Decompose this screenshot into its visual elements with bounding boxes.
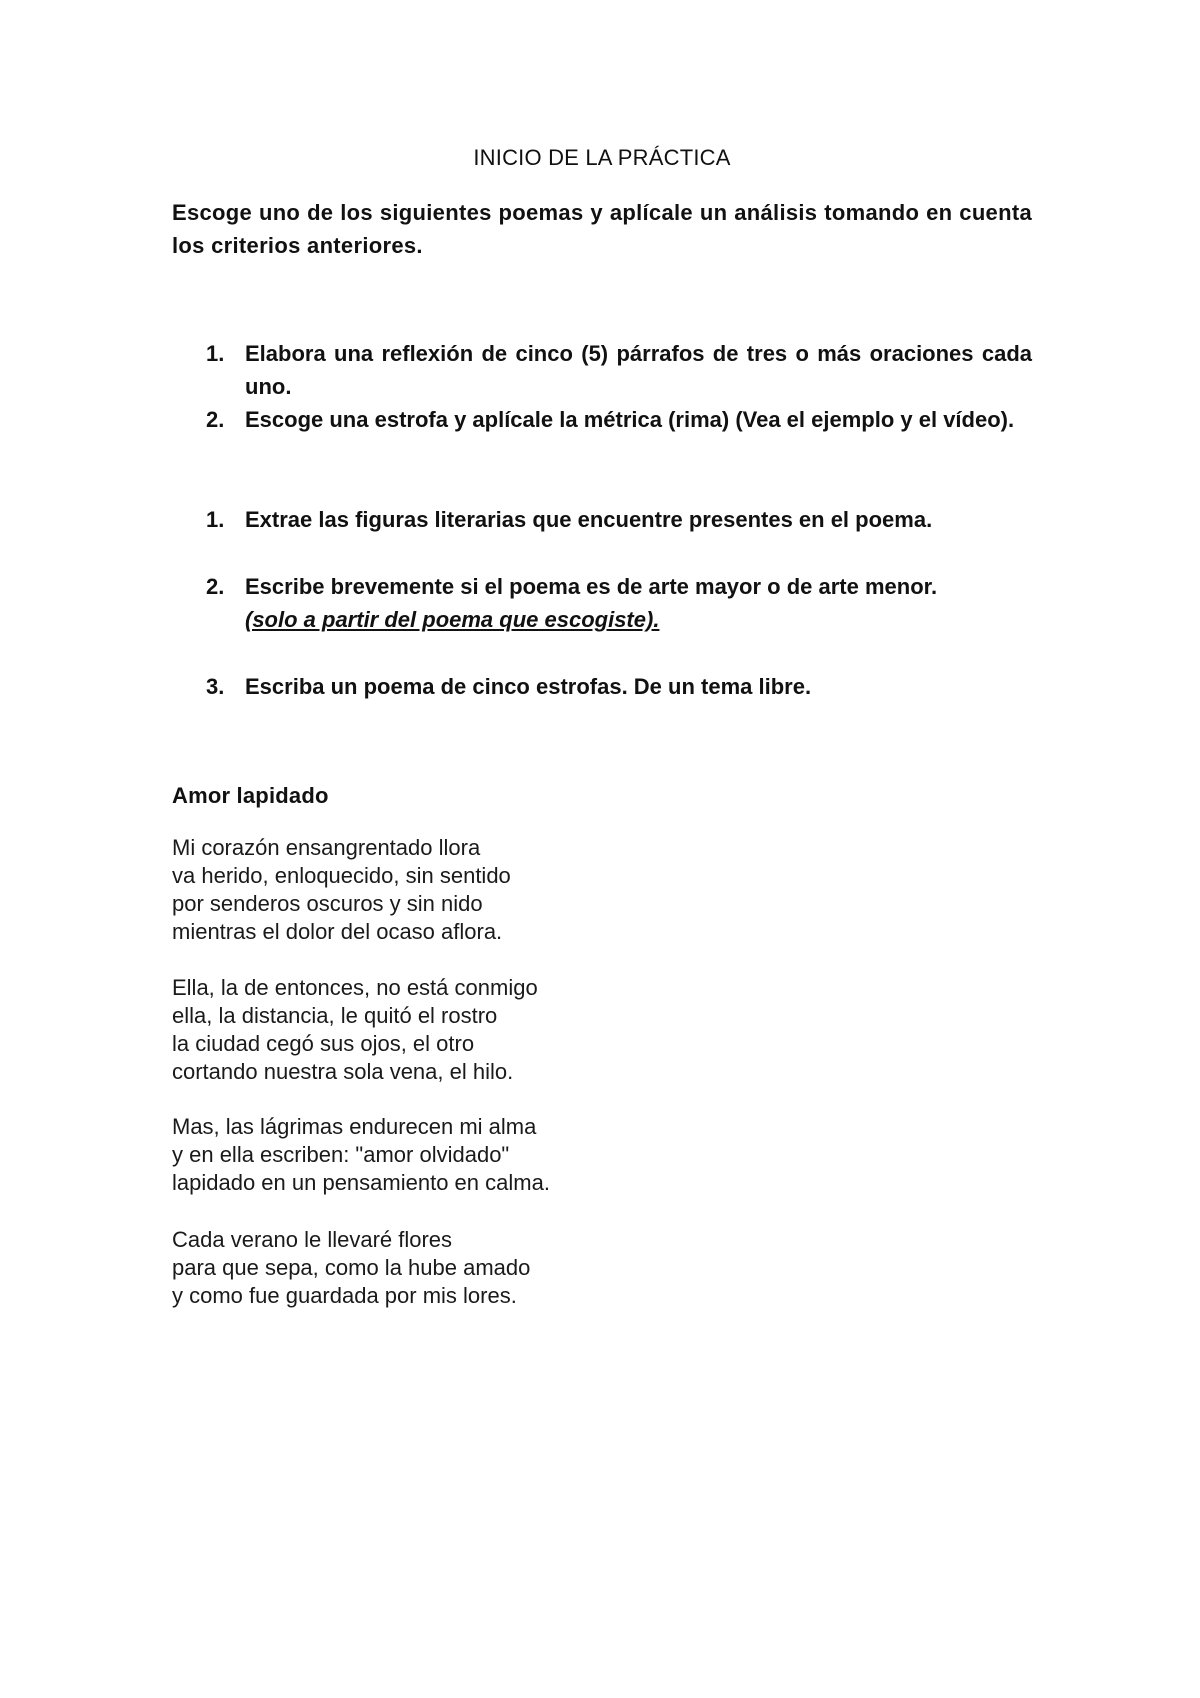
poem-line: va herido, enloquecido, sin sentido — [172, 863, 511, 888]
list-item-number: 1. — [206, 507, 225, 532]
list-item — [172, 403, 1032, 436]
list-item — [172, 670, 1032, 703]
list-item-text: Elabora una reflexión de cinco (5) párrafos de tres o más oraciones cada uno. — [245, 341, 1032, 399]
poem-stanza — [172, 1113, 550, 1197]
poem-line: mientras el dolor del ocaso aflora. — [172, 919, 503, 944]
poem-line: por senderos oscuros y sin nido — [172, 891, 483, 916]
list-item-text-wrap — [245, 570, 1032, 636]
list-item — [172, 337, 1032, 403]
list-item-note: (solo a partir del poema que escogiste). — [245, 607, 660, 632]
poem-stanza — [172, 1226, 530, 1310]
list-item — [172, 503, 1032, 536]
poem-line: lapidado en un pensamiento en calma. — [172, 1170, 550, 1195]
poem-line: Ella, la de entonces, no está conmigo — [172, 975, 538, 1000]
poem-line: y en ella escriben: "amor olvidado" — [172, 1142, 510, 1167]
poem-line: ella, la distancia, le quitó el rostro — [172, 1003, 498, 1028]
list-item-text: Escriba un poema de cinco estrofas. De un tema libre. — [245, 674, 812, 699]
list-item-text: Escoge una estrofa y aplícale la métrica (rima) (Vea el ejemplo y el vídeo). — [245, 407, 1015, 432]
list-item-text: Escribe brevemente si el poema es de arte mayor o de arte menor. — [245, 574, 938, 599]
list-item-number: 2. — [206, 574, 225, 599]
poem-line: la ciudad cegó sus ojos, el otro — [172, 1031, 475, 1056]
list-item-number: 2. — [206, 407, 225, 432]
poem-stanza — [172, 974, 538, 1086]
list-item-text: Extrae las figuras literarias que encuentre presentes en el poema. — [245, 507, 933, 532]
poem-line: cortando nuestra sola vena, el hilo. — [172, 1059, 514, 1084]
list-item — [172, 570, 1032, 636]
list-item-number: 3. — [206, 674, 225, 699]
poem-line: Cada verano le llevaré flores — [172, 1227, 453, 1252]
instructions-intro: Escoge uno de los siguientes poemas y aplícale un análisis tomando en cuenta los criterios anteriores. — [172, 200, 1032, 258]
poem-line: Mas, las lágrimas endurecen mi alma — [172, 1114, 537, 1139]
list-item-number: 1. — [206, 341, 225, 366]
poem-line: y como fue guardada por mis lores. — [172, 1283, 517, 1308]
poem-line: para que sepa, como la hube amado — [172, 1255, 531, 1280]
poem-line: Mi corazón ensangrentado llora — [172, 835, 481, 860]
poem-title: Amor lapidado — [172, 783, 329, 808]
poem-stanza — [172, 834, 511, 946]
page-title: INICIO DE LA PRÁCTICA — [473, 145, 731, 170]
